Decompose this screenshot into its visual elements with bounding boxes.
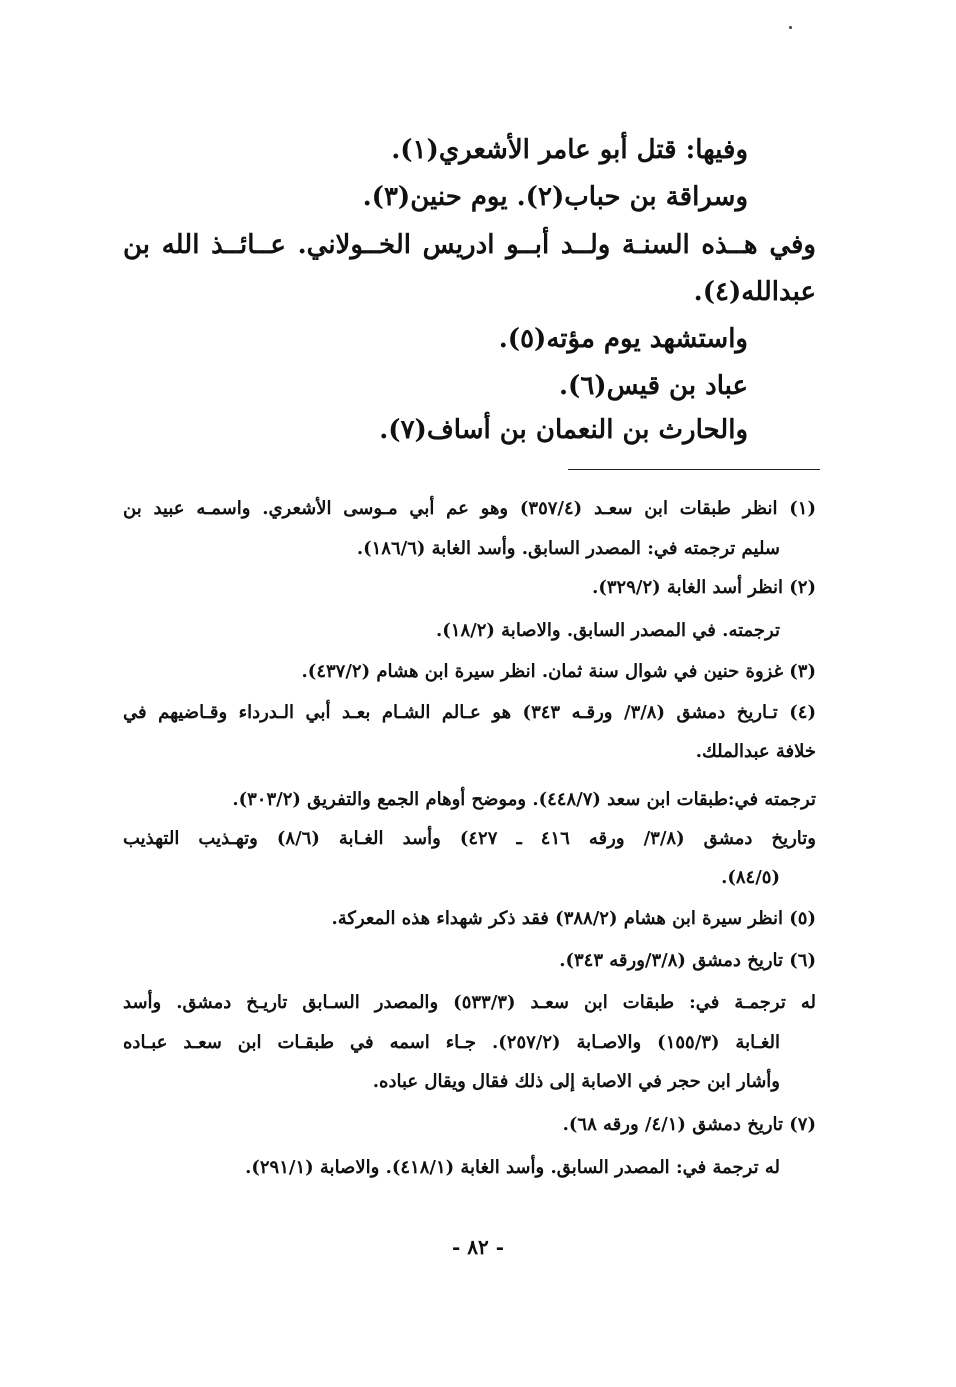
speck-mark xyxy=(789,26,792,29)
footnote-1-line-2: سليم ترجمته في: المصدر السابق. وأسد الغابة (١٨٦/٦). xyxy=(356,538,780,559)
main-line-1: وفيها: قتل أبو عامر الأشعري(١). xyxy=(391,135,748,165)
footnote-4-line-2: خلافة عبدالملك. xyxy=(695,741,816,762)
main-line-3: وفي هــذه السنـة ولــد أبــو ادريس الخــولاني. عــائــذ الله بن xyxy=(123,230,816,260)
footnote-7-line-2: له ترجمة في: المصدر السابق. وأسد الغابة (٤١٨/١). والاصابة (٢٩١/١). xyxy=(245,1157,780,1178)
footnote-separator xyxy=(568,469,820,470)
footnote-4-line-5: (٨٤/٥). xyxy=(721,867,780,888)
footnote-6-line-3: الغـابة (١٥٥/٣) والاصـابة (٢٥٧/٢). جـاء اسمه في طبقـات ابن سعـد عبـاده xyxy=(123,1032,781,1053)
footnote-4-line-1: (٤) تـاريخ دمشق (٣/٨/ ورقـه ٣٤٣) هو عـالم الشـام بعـد أبي الـدرداء وقـاضيهم في xyxy=(123,702,816,723)
footnote-3: (٣) غزوة حنين في شوال سنة ثمان. انظر سيرة ابن هشام (٤٣٧/٢). xyxy=(301,661,816,682)
main-line-7: والحارث بن النعمان بن أساف(٧). xyxy=(379,415,748,445)
main-line-5: واستشهد يوم مؤته(٥). xyxy=(498,324,748,354)
main-line-2: وسراقة بن حباب(٢). يوم حنين(٣). xyxy=(362,182,748,212)
footnote-2-line-2: ترجمته. في المصدر السابق. والاصابة (١٨/٢). xyxy=(436,620,780,641)
footnote-4-line-3: ترجمته في:طبقات ابن سعد (٤٤٨/٧). وموضح أوهام الجمع والتفريق (٣٠٣/٢). xyxy=(232,789,816,810)
footnote-2-line-1: (٢) انظر أسد الغابة (٣٢٩/٢). xyxy=(592,577,816,598)
footnote-7-line-1: (٧) تاريخ دمشق (٤/١/ ورقه ٦٨). xyxy=(562,1114,816,1135)
footnote-6-line-1: (٦) تاريخ دمشق (٣/٨/ورقه ٣٤٣). xyxy=(559,950,816,971)
footnote-6-line-4: وأشار ابن حجر في الاصابة إلى ذلك فقال ويقال عباده. xyxy=(372,1071,780,1092)
page-number: - ٨٢ - xyxy=(451,1235,504,1259)
footnote-4-line-4: وتاريخ دمشق (٣/٨/ ورقه ٤١٦ ـ ٤٢٧) وأسد الغـابة (٨/٦) وتهـذيب التهذيب xyxy=(123,828,816,849)
footnote-5: (٥) انظر سيرة ابن هشام (٣٨٨/٢) فقد ذكر شهداء هذه المعركة. xyxy=(331,908,816,929)
main-line-6: عباد بن قيس(٦). xyxy=(558,371,748,401)
footnote-6-line-2: له ترجمـة في: طبقات ابن سعـد (٥٣٣/٣) والمصدر السـابق تاريـخ دمشق. وأسد xyxy=(123,992,817,1013)
main-line-4: عبدالله(٤). xyxy=(693,277,816,307)
footnote-1-line-1: (١) انظر طبقات ابن سعـد (٣٥٧/٤) وهو عم أبي مـوسى الأشعري. واسمـه عبيد بن xyxy=(123,498,816,519)
